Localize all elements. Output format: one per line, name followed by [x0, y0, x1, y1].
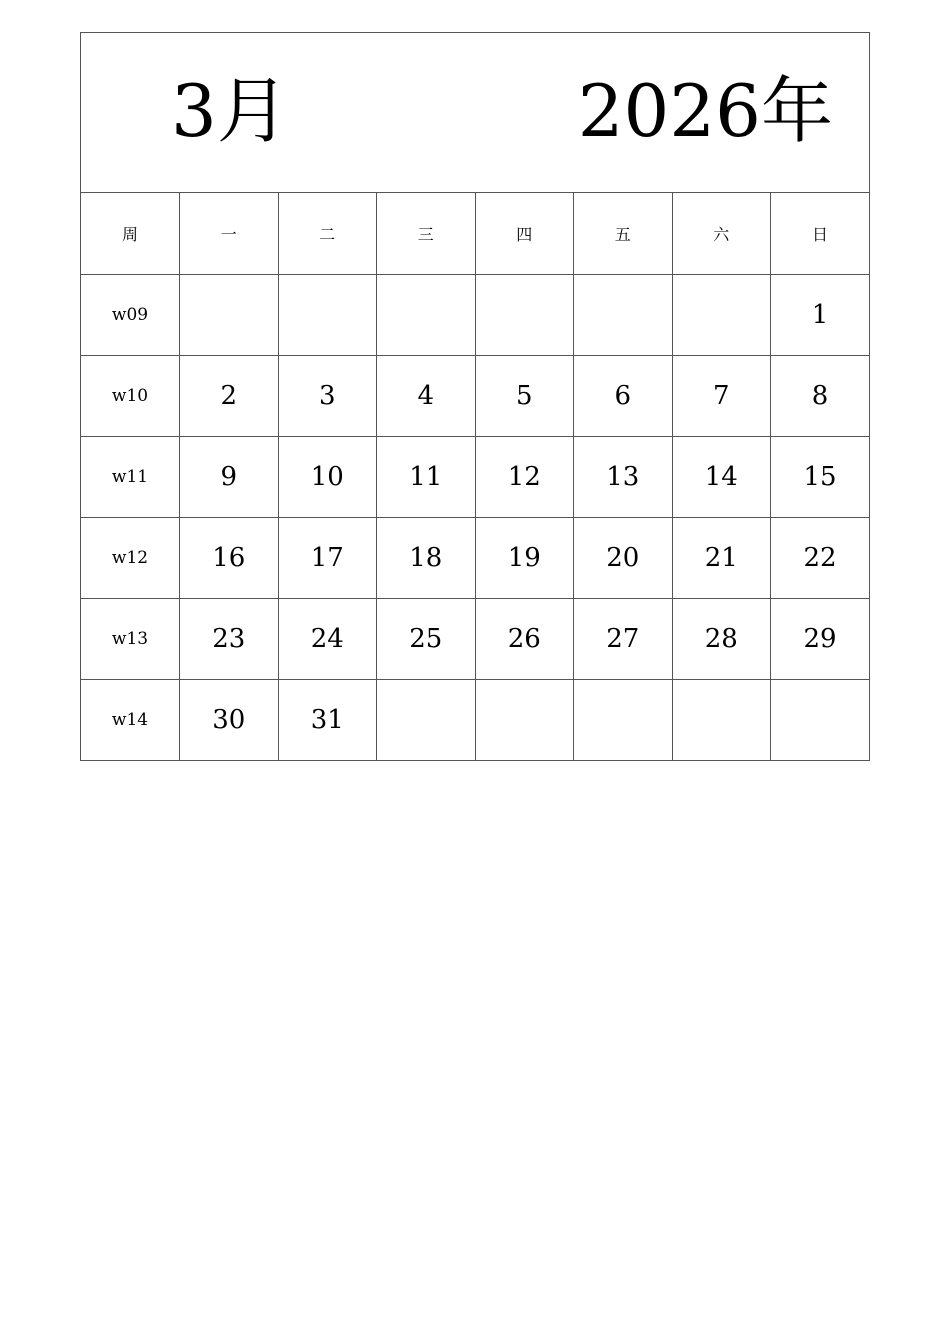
day-cell: 22: [771, 517, 870, 598]
day-cell: [574, 679, 673, 760]
day-cell: 30: [180, 679, 279, 760]
day-cell: [475, 679, 574, 760]
day-cell: [377, 274, 476, 355]
day-cell: [278, 274, 377, 355]
week-row: [81, 679, 869, 760]
weekday-header-sun: 日: [771, 193, 870, 274]
week-number: w12: [81, 517, 180, 598]
calendar-grid: [81, 193, 869, 760]
week-number: w10: [81, 355, 180, 436]
weekday-header-wed: 三: [377, 193, 476, 274]
day-cell: 18: [377, 517, 476, 598]
week-row: [81, 274, 869, 355]
weekday-header-sat: 六: [672, 193, 771, 274]
day-cell: 20: [574, 517, 673, 598]
day-cell: 12: [475, 436, 574, 517]
day-cell: 14: [672, 436, 771, 517]
day-cell: 28: [672, 598, 771, 679]
day-cell: 4: [377, 355, 476, 436]
day-cell: 17: [278, 517, 377, 598]
day-cell: 24: [278, 598, 377, 679]
week-row: [81, 517, 869, 598]
day-cell: 13: [574, 436, 673, 517]
day-cell: 23: [180, 598, 279, 679]
day-cell: 29: [771, 598, 870, 679]
day-cell: [475, 274, 574, 355]
day-cell: 21: [672, 517, 771, 598]
day-cell: 2: [180, 355, 279, 436]
month-title: 3月: [171, 69, 289, 153]
day-cell: [672, 274, 771, 355]
day-cell: [672, 679, 771, 760]
day-cell: 3: [278, 355, 377, 436]
week-column-header: 周: [81, 193, 180, 274]
day-cell: 26: [475, 598, 574, 679]
calendar-header: [81, 33, 869, 193]
day-cell: [771, 679, 870, 760]
day-cell: 7: [672, 355, 771, 436]
day-cell: [377, 679, 476, 760]
weekday-header-fri: 五: [574, 193, 673, 274]
week-number: w14: [81, 679, 180, 760]
day-cell: 19: [475, 517, 574, 598]
year-title: 2026年: [577, 69, 833, 153]
week-row: [81, 355, 869, 436]
day-cell: 16: [180, 517, 279, 598]
week-number: w09: [81, 274, 180, 355]
week-number: w11: [81, 436, 180, 517]
weekday-header-thu: 四: [475, 193, 574, 274]
day-cell: 25: [377, 598, 476, 679]
calendar: [80, 32, 870, 761]
week-number: w13: [81, 598, 180, 679]
day-cell: [180, 274, 279, 355]
day-cell: 15: [771, 436, 870, 517]
day-cell: [574, 274, 673, 355]
day-cell: 31: [278, 679, 377, 760]
weekday-header-mon: 一: [180, 193, 279, 274]
day-cell: 8: [771, 355, 870, 436]
week-row: [81, 598, 869, 679]
weekday-header-tue: 二: [278, 193, 377, 274]
day-cell: 27: [574, 598, 673, 679]
weekday-header-row: [81, 193, 869, 274]
day-cell: 1: [771, 274, 870, 355]
day-cell: 11: [377, 436, 476, 517]
week-row: [81, 436, 869, 517]
day-cell: 5: [475, 355, 574, 436]
day-cell: 10: [278, 436, 377, 517]
day-cell: 6: [574, 355, 673, 436]
day-cell: 9: [180, 436, 279, 517]
